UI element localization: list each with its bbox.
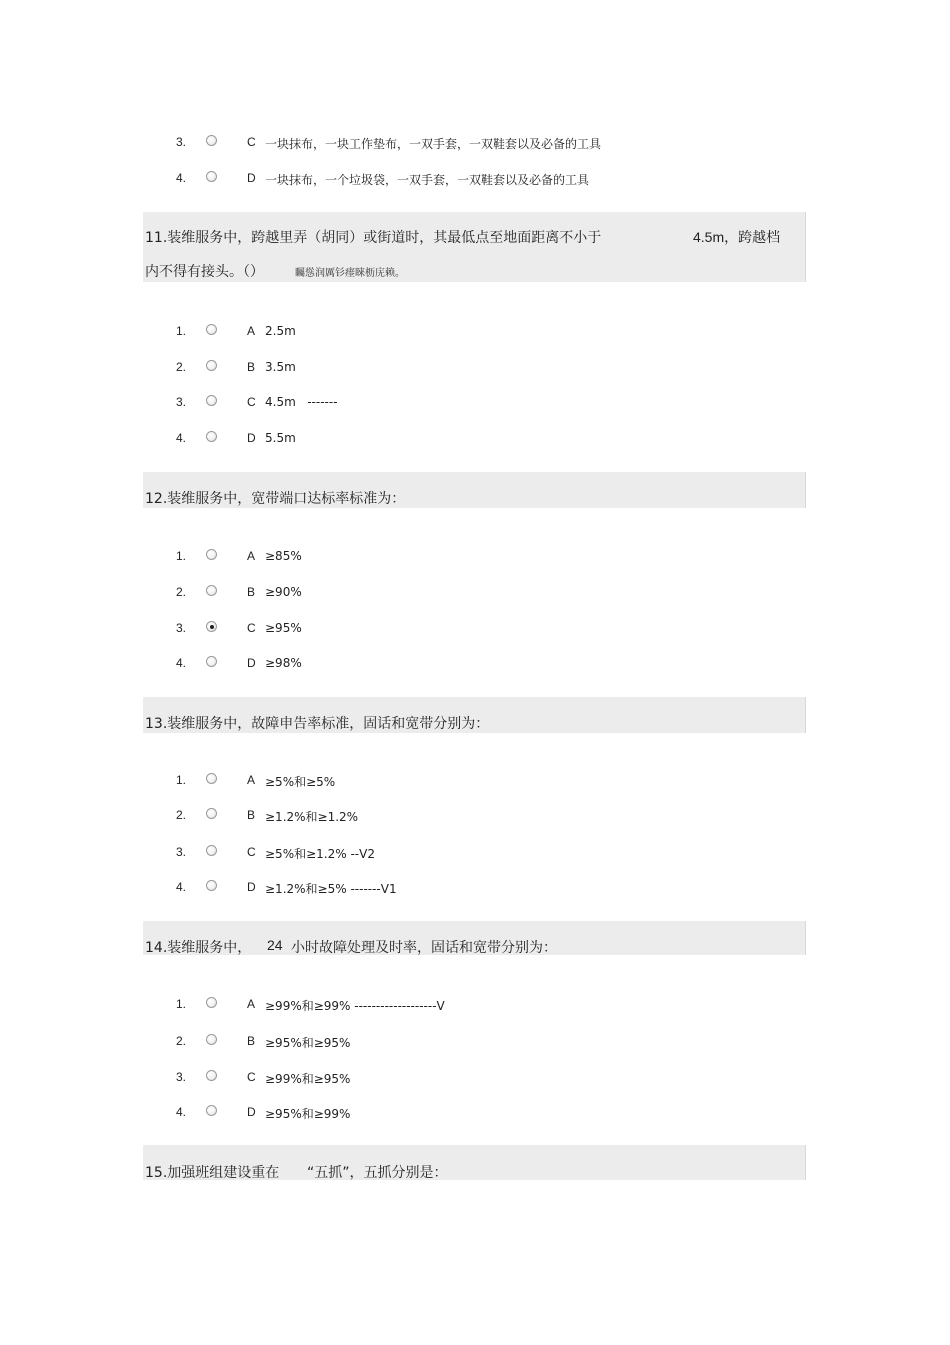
- option-number: 3.: [176, 135, 187, 149]
- option-number: 2.: [176, 585, 187, 599]
- option-text: ≥5%和≥5%: [265, 775, 336, 789]
- radio-button[interactable]: [206, 1034, 217, 1045]
- q14-option-c[interactable]: [0, 1068, 950, 1088]
- radio-button[interactable]: [206, 171, 217, 182]
- q11-option-d[interactable]: [0, 429, 950, 449]
- option-text: ≥95%: [265, 621, 302, 635]
- option-letter: A: [247, 997, 256, 1011]
- option-number: 1.: [176, 549, 187, 563]
- option-text: ≥99%和≥95%: [265, 1072, 351, 1086]
- option-letter: D: [247, 880, 256, 894]
- option-letter: D: [247, 656, 256, 670]
- radio-button[interactable]: [206, 549, 217, 560]
- q13-option-d[interactable]: [0, 878, 950, 898]
- question-14-text-start: 14.装维服务中，: [145, 940, 252, 956]
- option-letter: D: [247, 1105, 256, 1119]
- option-number: 3.: [176, 395, 187, 409]
- question-15-header: [143, 1145, 806, 1180]
- option-letter: C: [247, 621, 256, 635]
- option-letter: B: [247, 808, 256, 822]
- question-13-text: 13.装维服务中，故障申告率标准，固话和宽带分别为：: [145, 716, 490, 732]
- question-11-noise-text: 矚慫润厲钐瘗睞枥庑赖。: [295, 268, 405, 279]
- radio-button[interactable]: [206, 135, 217, 146]
- q10-option-d[interactable]: [0, 169, 950, 189]
- question-11-text-line2: 内不得有接头。（）: [145, 264, 264, 280]
- option-letter: B: [247, 1034, 256, 1048]
- option-text: ≥90%: [265, 585, 302, 599]
- option-letter: C: [247, 395, 256, 409]
- question-13-header: [143, 697, 806, 733]
- option-letter: A: [247, 549, 256, 563]
- option-text: 3.5m: [265, 360, 296, 374]
- option-text: ≥95%和≥95%: [265, 1036, 351, 1050]
- question-11-header: [143, 212, 806, 282]
- question-12-text: 12.装维服务中，宽带端口达标率标准为：: [145, 491, 406, 507]
- radio-button[interactable]: [206, 585, 217, 596]
- question-15-text-start: 15.加强班组建设重在: [145, 1165, 280, 1181]
- radio-button[interactable]: [206, 997, 217, 1008]
- option-number: 2.: [176, 360, 187, 374]
- option-number: 1.: [176, 997, 187, 1011]
- option-number: 4.: [176, 431, 187, 445]
- radio-button[interactable]: [206, 1070, 217, 1081]
- option-letter: B: [247, 585, 256, 599]
- option-text: ≥99%和≥99% -------------------V: [265, 999, 445, 1013]
- question-14-text-end: 小时故障处理及时率，固话和宽带分别为：: [291, 940, 557, 956]
- q12-option-c[interactable]: [0, 619, 950, 639]
- option-number: 3.: [176, 621, 187, 635]
- option-letter: D: [247, 171, 256, 185]
- q13-option-c[interactable]: [0, 843, 950, 863]
- option-text: ≥95%和≥99%: [265, 1107, 351, 1121]
- option-number: 1.: [176, 324, 187, 338]
- q13-option-a[interactable]: [0, 771, 950, 791]
- option-number: 4.: [176, 656, 187, 670]
- radio-button[interactable]: [206, 808, 217, 819]
- radio-button[interactable]: [206, 773, 217, 784]
- q14-option-a[interactable]: [0, 995, 950, 1015]
- option-text: ≥5%和≥1.2% --V2: [265, 847, 375, 861]
- option-text: 一块抹布，一个垃圾袋，一双手套，一双鞋套以及必备的工具: [265, 173, 590, 187]
- option-number: 2.: [176, 808, 187, 822]
- option-letter: D: [247, 431, 256, 445]
- option-letter: B: [247, 360, 256, 374]
- option-text: ≥1.2%和≥5% -------V1: [265, 882, 397, 896]
- radio-button[interactable]: [206, 880, 217, 891]
- question-11-text-line1-end: 4.5m，跨越档: [693, 229, 781, 245]
- question-12-header: [143, 472, 806, 508]
- option-number: 4.: [176, 171, 187, 185]
- option-number: 2.: [176, 1034, 187, 1048]
- radio-button[interactable]: [206, 1105, 217, 1116]
- option-text: 2.5m: [265, 324, 296, 338]
- q11-option-c[interactable]: [0, 393, 950, 413]
- option-letter: A: [247, 773, 256, 787]
- option-text: 4.5m -------: [265, 395, 338, 409]
- option-number: 4.: [176, 880, 187, 894]
- question-15-text-end: “五抓”，五抓分别是：: [307, 1165, 448, 1181]
- q13-option-b[interactable]: [0, 806, 950, 826]
- q11-option-a[interactable]: [0, 322, 950, 342]
- option-number: 4.: [176, 1105, 187, 1119]
- radio-button[interactable]: [206, 360, 217, 371]
- radio-button[interactable]: [206, 324, 217, 335]
- option-letter: C: [247, 135, 256, 149]
- radio-button[interactable]: [206, 431, 217, 442]
- option-number: 3.: [176, 1070, 187, 1084]
- option-letter: C: [247, 845, 256, 859]
- q14-option-d[interactable]: [0, 1103, 950, 1123]
- q12-option-a[interactable]: [0, 547, 950, 567]
- q12-option-d[interactable]: [0, 654, 950, 674]
- radio-button[interactable]: [206, 845, 217, 856]
- option-number: 3.: [176, 845, 187, 859]
- option-text: ≥1.2%和≥1.2%: [265, 810, 359, 824]
- option-text: ≥98%: [265, 656, 302, 670]
- q12-option-b[interactable]: [0, 583, 950, 603]
- q10-option-c[interactable]: [0, 133, 950, 153]
- question-14-header: [143, 921, 806, 955]
- radio-button-selected[interactable]: [206, 621, 217, 632]
- option-number: 1.: [176, 773, 187, 787]
- option-text: 5.5m: [265, 431, 296, 445]
- radio-button[interactable]: [206, 395, 217, 406]
- q14-option-b[interactable]: [0, 1032, 950, 1052]
- question-11-text-line1: 11.装维服务中，跨越里弄（胡同）或街道时，其最低点至地面距离不小于: [145, 230, 602, 246]
- option-letter: A: [247, 324, 256, 338]
- radio-button[interactable]: [206, 656, 217, 667]
- q11-option-b[interactable]: [0, 358, 950, 378]
- option-letter: C: [247, 1070, 256, 1084]
- option-text: ≥85%: [265, 549, 302, 563]
- question-14-text-number: 24: [267, 937, 283, 953]
- option-text: 一块抹布，一块工作垫布，一双手套，一双鞋套以及必备的工具: [265, 137, 602, 151]
